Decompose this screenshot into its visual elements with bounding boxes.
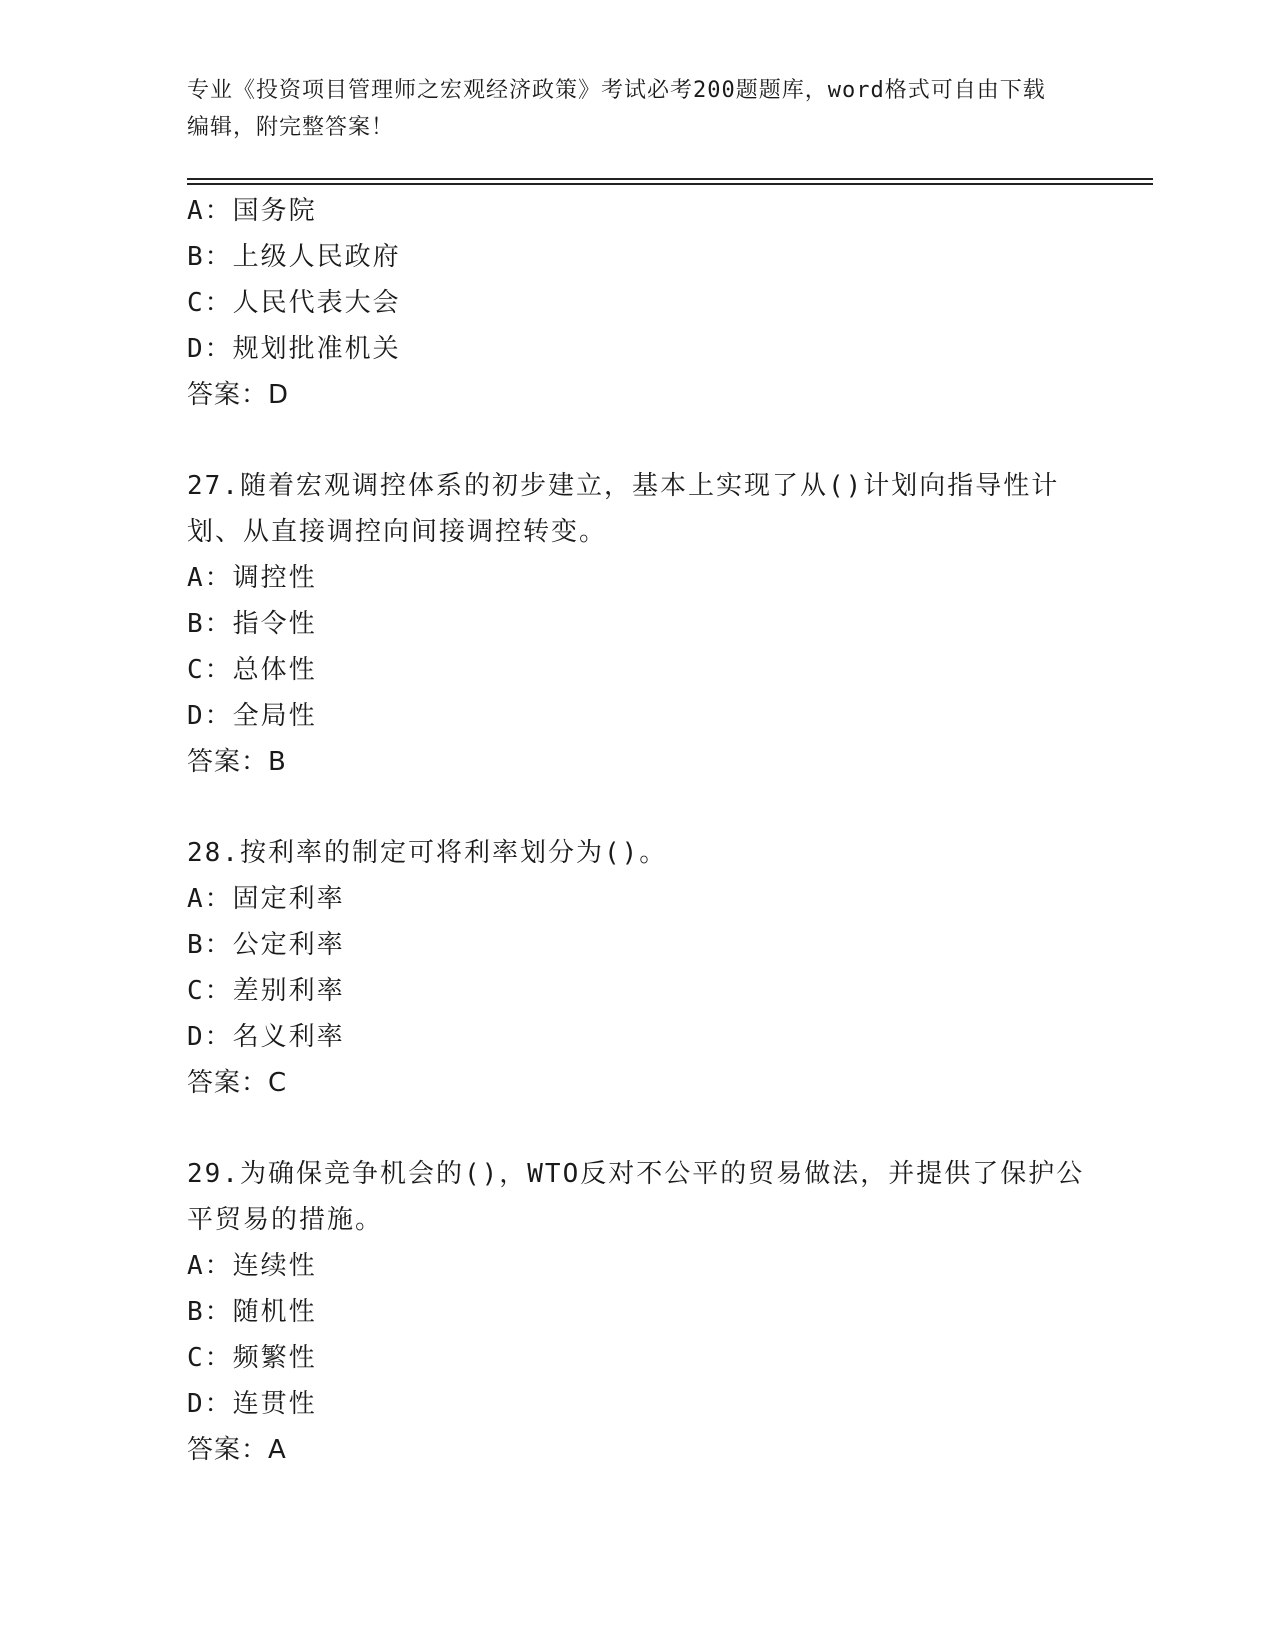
option-b: B：上级人民政府 (187, 242, 401, 272)
option-d: D：规划批准机关 (187, 334, 401, 364)
option-d: D：名义利率 (187, 1022, 345, 1052)
question-text: 29.为确保竞争机会的()，WTO反对不公平的贸易做法，并提供了保护公平贸易的措施。 (187, 1159, 1085, 1235)
header-rule-top (187, 178, 1153, 180)
option-c: C：频繁性 (187, 1343, 317, 1373)
option-a: A：调控性 (187, 563, 317, 593)
question-block-28 (187, 830, 1087, 1106)
option-c: C：人民代表大会 (187, 288, 401, 318)
question-gap (187, 418, 1087, 463)
document-header: 专业《投资项目管理师之宏观经济政策》考试必考200题题库，word格式可自由下载编辑，附完整答案！ (187, 78, 1046, 140)
option-d: D：全局性 (187, 701, 317, 731)
question-text: 27.随着宏观调控体系的初步建立，基本上实现了从()计划向指导性计划、从直接调控向间接调控转变。 (187, 471, 1060, 547)
answer-line: 答案：B (187, 747, 287, 777)
header-rule-bottom (187, 183, 1153, 185)
option-d: D：连贯性 (187, 1389, 317, 1419)
answer-line: 答案：C (187, 1068, 288, 1098)
question-list (187, 188, 1087, 1473)
option-a: A：国务院 (187, 196, 317, 226)
answer-line: 答案：D (187, 380, 290, 410)
question-text: 28.按利率的制定可将利率划分为()。 (187, 838, 668, 868)
option-c: C：差别利率 (187, 976, 345, 1006)
option-b: B：指令性 (187, 609, 317, 639)
option-b: B：随机性 (187, 1297, 317, 1327)
question-gap (187, 785, 1087, 830)
question-block-26 (187, 188, 1087, 418)
option-a: A：固定利率 (187, 884, 345, 914)
option-b: B：公定利率 (187, 930, 345, 960)
question-block-29 (187, 1151, 1087, 1473)
question-gap (187, 1106, 1087, 1151)
option-a: A：连续性 (187, 1251, 317, 1281)
option-c: C：总体性 (187, 655, 317, 685)
answer-line: 答案：A (187, 1435, 287, 1465)
question-block-27 (187, 463, 1087, 785)
